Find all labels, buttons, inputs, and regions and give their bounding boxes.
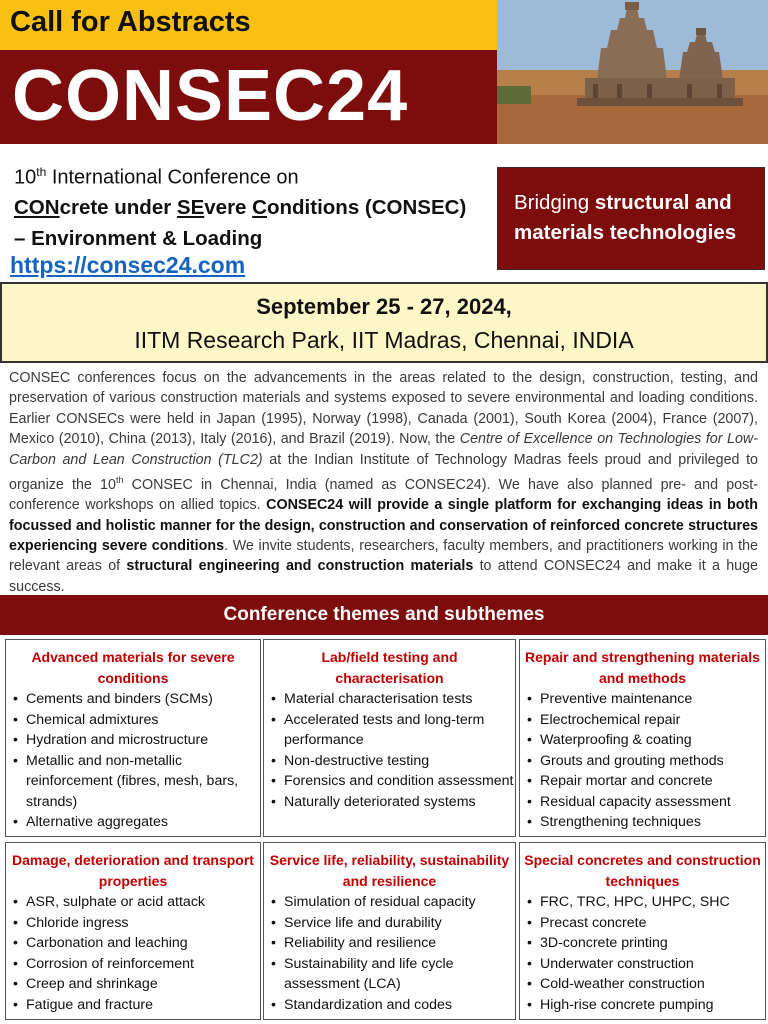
theme-list xyxy=(6,892,260,1015)
theme-title: Repair and strengthening materials and methods xyxy=(525,649,760,686)
call-for-abstracts: Call for Abstracts xyxy=(10,6,251,38)
edition-text: International Conference on xyxy=(46,166,299,189)
description-paragraph xyxy=(9,368,758,597)
para-part-5: to attend CONSEC24 and make it a huge success. xyxy=(9,558,759,595)
themes-heading: Conference themes and subthemes xyxy=(0,595,768,635)
theme-title: Lab/field testing and characterisation xyxy=(321,649,458,686)
edition-suffix: th xyxy=(36,165,47,179)
event-dates: September 25 - 27, 2024, xyxy=(256,294,512,319)
edition-line xyxy=(14,158,496,192)
website-link[interactable]: https://consec24.com xyxy=(10,252,246,278)
shore-temple-illustration xyxy=(497,0,768,144)
para-part-2: at the Indian Institute of Technology Madras feels proud and privileged to organize the 10 xyxy=(9,451,759,493)
date-venue-box xyxy=(0,282,768,363)
header-banner xyxy=(0,0,497,144)
theme-item: • Alternative aggregates xyxy=(6,812,260,833)
conference-subtitle: – Environment & Loading xyxy=(14,226,263,250)
theme-item: • Preventive maintenance xyxy=(520,689,765,710)
theme-box-special-concretes xyxy=(519,842,766,1020)
theme-item: • Corrosion of reinforcement xyxy=(6,954,260,975)
theme-item: • 3D-concrete printing xyxy=(520,933,765,954)
theme-item: • Simulation of residual capacity xyxy=(264,892,515,913)
theme-box-repair xyxy=(519,639,766,837)
theme-item: • Chemical admixtures xyxy=(6,710,260,731)
theme-box-service-life xyxy=(263,842,516,1020)
theme-item: • Metallic and non-metallic reinforcement (fibres, mesh, bars, strands) xyxy=(6,751,260,813)
theme-item: • Underwater construction xyxy=(520,954,765,975)
theme-list xyxy=(6,689,260,833)
theme-item: • Service life and durability xyxy=(264,913,515,934)
theme-item: • Non-destructive testing xyxy=(264,751,515,772)
para-part-1: CONSEC conferences focus on the advancements in the areas related to the design, construction, testing, and preservation of various construction materials and systems exposed to severe environmental and loading conditions. Earlier CONSECs were held in Japan (1995), Norway (1998), Canada (2001), South Korea (2004), France (2007), Mexico (2010), China (2013), Italy (2016), and Brazil (2019). Now, the xyxy=(9,370,758,448)
theme-item: • FRC, TRC, HPC, UHPC, SHC xyxy=(520,892,765,913)
theme-item: • Precast concrete xyxy=(520,913,765,934)
theme-title: Service life, reliability, sustainability and resilience xyxy=(269,852,510,889)
para-part-4: . We invite students, researchers, faculty members, and practitioners working in the relevant areas of xyxy=(9,538,758,575)
theme-list xyxy=(520,892,765,1015)
theme-item: • Forensics and condition assessment xyxy=(264,771,515,792)
theme-box-testing xyxy=(263,639,516,837)
theme-item: • Repair mortar and concrete xyxy=(520,771,765,792)
event-venue: IITM Research Park, IIT Madras, Chennai, INDIA xyxy=(134,327,634,353)
theme-item: • Grouts and grouting methods xyxy=(520,751,765,772)
para-sup: th xyxy=(115,475,124,486)
theme-box-damage xyxy=(5,842,261,1020)
theme-item: • Naturally deteriorated systems xyxy=(264,792,515,813)
theme-item: • Cold-weather construction xyxy=(520,974,765,995)
tagline-box xyxy=(497,167,765,270)
theme-item: • Material characterisation tests xyxy=(264,689,515,710)
para-part-3: CONSEC in Chennai, India (named as CONSEC24). We have also planned pre- and post-conference workshops on allied topics. xyxy=(9,476,758,514)
theme-item: • Carbonation and leaching xyxy=(6,933,260,954)
theme-item: • ASR, sulphate or acid attack xyxy=(6,892,260,913)
theme-list xyxy=(520,689,765,833)
theme-title: Damage, deterioration and transport properties xyxy=(12,852,254,889)
theme-item: • Cements and binders (SCMs) xyxy=(6,689,260,710)
theme-item: • Fatigue and fracture xyxy=(6,995,260,1016)
theme-item: • Standardization and codes xyxy=(264,995,515,1016)
theme-list xyxy=(264,892,515,1015)
conference-fullname: CONcrete under SEvere Conditions (CONSEC) xyxy=(14,195,467,219)
theme-item: • Accelerated tests and long-term performance xyxy=(264,710,515,751)
edition-number: 10 xyxy=(14,166,37,189)
para-bold-1: CONSEC24 will provide a single platform for exchanging ideas in both focussed and holistic manner for the design, construction and conservation of reinforced concrete structures experiencing severe conditions xyxy=(9,497,758,555)
theme-item: • Electrochemical repair xyxy=(520,710,765,731)
theme-item: • Residual capacity assessment xyxy=(520,792,765,813)
para-bold-2: structural engineering and construction materials xyxy=(126,558,474,575)
theme-title: Advanced materials for severe conditions xyxy=(31,649,235,686)
theme-list xyxy=(264,689,515,812)
theme-item: • Creep and shrinkage xyxy=(6,974,260,995)
tagline-bold: structural and materials technologies xyxy=(514,191,737,244)
conference-title: CONSEC24 xyxy=(12,56,409,136)
theme-title: Special concretes and construction techniques xyxy=(524,852,761,889)
theme-item: • High-rise concrete pumping xyxy=(520,995,765,1016)
theme-box-advanced-materials xyxy=(5,639,261,837)
tagline-plain: Bridging xyxy=(514,191,595,214)
theme-item: • Reliability and resilience xyxy=(264,933,515,954)
theme-item: • Waterproofing & coating xyxy=(520,730,765,751)
temple-photo xyxy=(497,0,768,144)
theme-item: • Hydration and microstructure xyxy=(6,730,260,751)
theme-item: • Sustainability and life cycle assessment (LCA) xyxy=(264,954,515,995)
conference-intro xyxy=(14,158,496,254)
theme-item: • Chloride ingress xyxy=(6,913,260,934)
theme-item: • Strengthening techniques xyxy=(520,812,765,833)
para-italic: Centre of Excellence on Technologies for Low-Carbon and Lean Construction (TLC2) xyxy=(9,431,758,468)
